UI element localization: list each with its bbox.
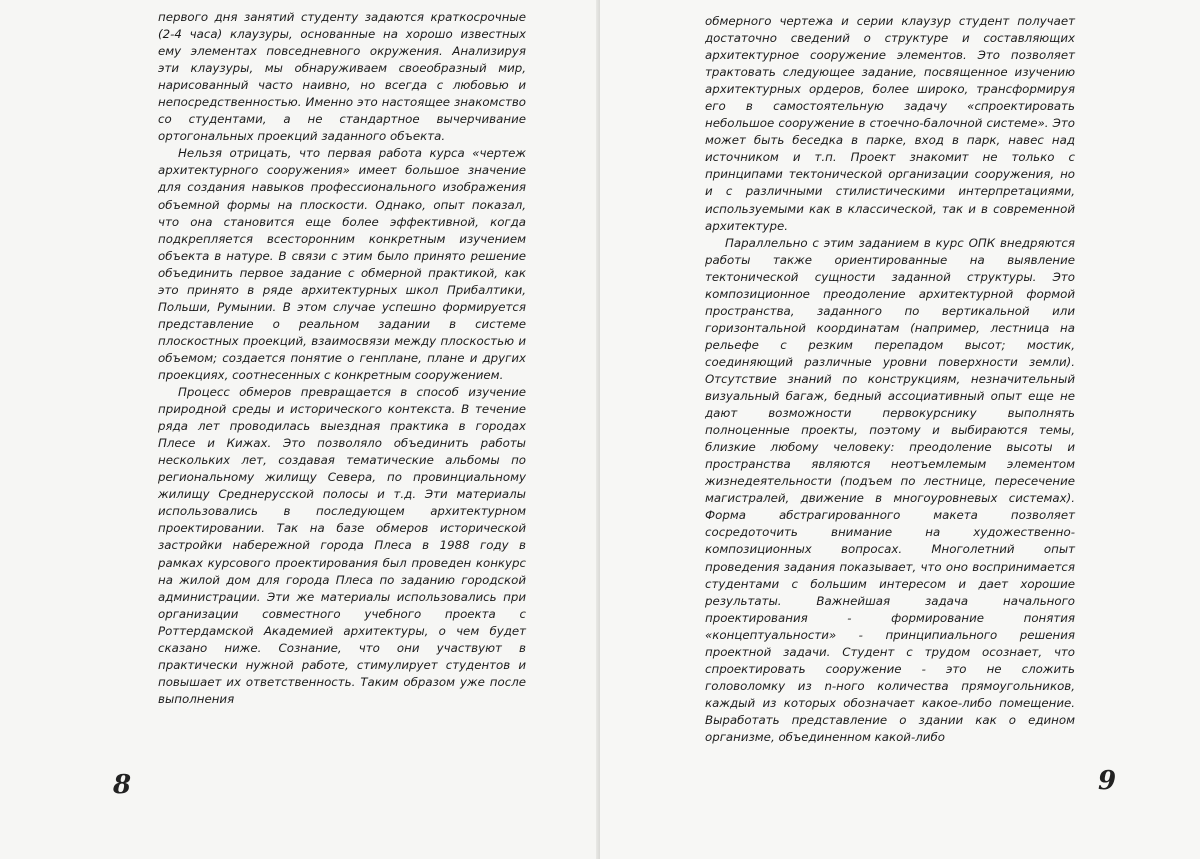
right-page-body xyxy=(705,13,1075,746)
left-paragraph-2: Нельзя отрицать, что первая работа курса «чертеж архитектурного сооружения» имеет большое значение для создания навыков профессионального изображения объемной формы на плоскости. Однако, опыт показал, что она становится еще более эффективной, когда подкрепляется всесторонним конкретным изучением объекта в натуре. В связи с этим было принято решение объединить первое задание с обмерной практикой, как это принято в ряде архитектурных школ Прибалтики, Польши, Румынии. В этом случае успешно формируется представление о реальном задании в системе плоскостных проекций, взаимосвязи между плоскостью и объемом; создается понятие о генплане, плане и других проекциях, соотнесенных с конкретным сооружением. xyxy=(158,146,526,382)
right-page xyxy=(600,0,1200,859)
left-page-number: 8 xyxy=(113,770,132,800)
right-page-number: 9 xyxy=(1098,766,1117,796)
left-page-body xyxy=(158,9,526,708)
left-paragraph-1: первого дня занятий студенту задаются краткосрочные (2-4 часа) клаузуры, основанные на хорошо известных ему элементах повседневного окружения. Анализируя эти клаузуры, мы обнаруживаем своеобразный мир, нарисованный часто наивно, но всегда с любовью и непосредственностью. Именно это настоящее знакомство со студентами, а не стандартное вычерчивание ортогональных проекций заданного объекта. xyxy=(158,10,526,144)
left-paragraph-3: Процесс обмеров превращается в способ изучение природной среды и исторического контекста. В течение ряда лет проводилась выездная практика в городах Плесе и Кижах. Это позволяло объединить работы нескольких лет, создавая тематические альбомы по региональному жилищу Севера, по провинциальному жилищу Среднерусской полосы и т.д. Эти материалы использовались в последующем архитектурном проектировании. Так на базе обмеров исторической застройки набережной города Плеса в 1988 году в рамках курсового проектирования был проведен конкурс на жилой дом для города Плеса по заданию городской администрации. Эти же материалы использовались при организации совместного учебного проекта с Роттердамской Академией архитектуры, о чем будет сказано ниже. Сознание, что они участвуют в практически нужной работе, стимулирует студентов и повышает их ответственность. Таким образом уже после выполнения xyxy=(158,385,526,706)
right-paragraph-2: Параллельно с этим заданием в курс ОПК внедряются работы также ориентированные на выявление тектонической сущности заданной структуры. Это композиционное преодоление архитектурной формой пространства, заданного по вертикальной или горизонтальной координатам (например, лестница на рельефе с резким перепадом высот; мостик, соединяющий различные уровни поверхности земли). Отсутствие знаний по конструкциям, незначительный визуальный багаж, бедный ассоциативный опыт еще не дают возможности первокурснику выполнять полноценные проекты, поэтому и выбираются темы, близкие любому человеку: преодоление высоты и пространства являются неотъемлемым элементом жизнедеятельности (подъем по лестнице, пересечение магистралей, движение в многоуровневых системах). Форма абстрагированного макета позволяет сосредоточить внимание на художественно-композиционных вопросах. Многолетний опыт проведения задания показывает, что оно воспринимается студентами с большим интересом и дает хорошие результаты. Важнейшая задача начального проектирования - формирование понятия «концептуальности» - принципиального решения проектной задачи. Студент с трудом осознает, что спроектировать сооружение - это не сложить головоломку из n-ного количества прямоугольников, каждый из которых обозначает какое-либо помещение. Выработать представление о здании как о едином организме, объединенном какой-либо xyxy=(705,235,1075,744)
right-paragraph-1: обмерного чертежа и серии клаузур студент получает достаточно сведений о структуре и составляющих архитектурное сооружение элементов. Это позволяет трактовать следующее задание, посвященное изучению архитектурных ордеров, более широко, трансформируя его в самостоятельную задачу «спроектировать небольшое сооружение в стоечно-балочной системе». Это может быть беседка в парке, вход в парк, навес над источником и т.п. Проект знакомит не только с принципами тектонической организации сооружения, но и с различными стилистическими интерпретациями, используемыми как в классической, так и в современной архитектуре. xyxy=(705,14,1075,233)
